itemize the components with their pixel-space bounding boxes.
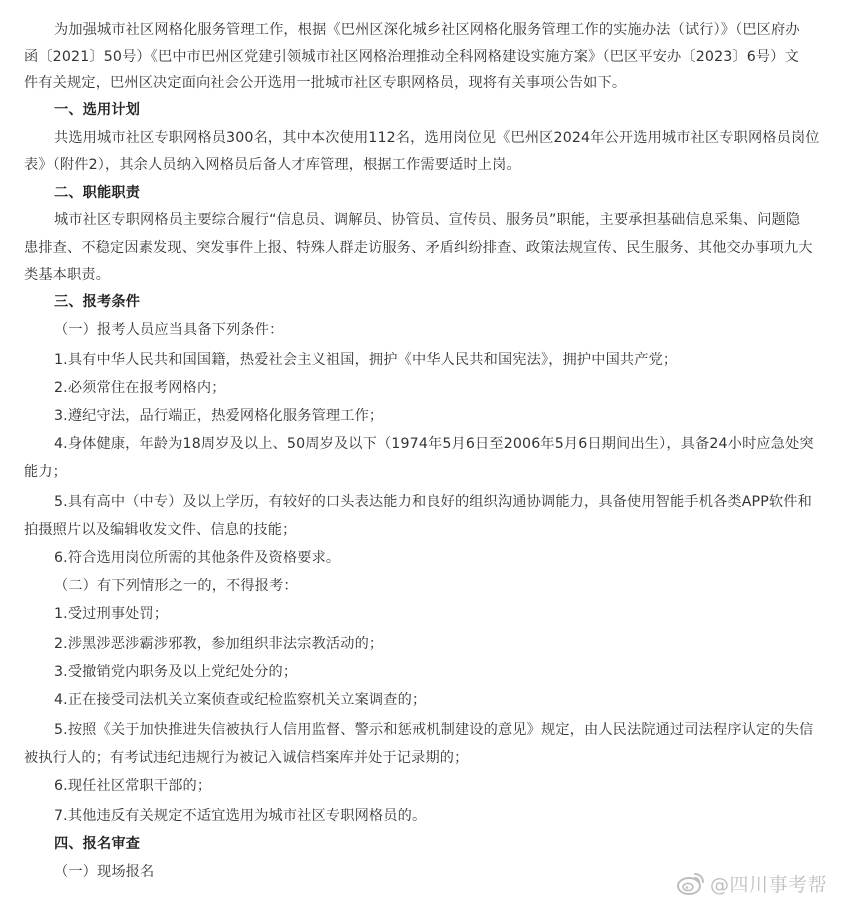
paragraph-line: 6.符合选用岗位所需的其他条件及资格要求。 [54,550,341,566]
section-heading: 四、报名审查 [54,836,141,852]
section-heading: 一、选用计划 [54,102,141,118]
paragraph-line: 类基本职责。 [24,267,111,283]
paragraph-line: 1.受过刑事处罚； [54,606,169,622]
paragraph-line: 1.具有中华人民共和国国籍，热爱社会主义祖国，拥护《中华人民共和国宪法》，拥护中国共产党； [54,352,678,368]
paragraph-line: （二）有下列情形之一的，不得报考： [54,578,298,594]
paragraph-line: 拍摄照片以及编辑收发文件、信息的技能； [24,522,297,538]
weibo-icon [676,870,706,896]
paragraph-line: 城市社区专职网格员主要综合履行“信息员、调解员、协管员、宣传员、服务员”职能，主要承担基础信息采集、问题隐 [54,212,801,228]
paragraph-line: 3.遵纪守法，品行端正，热爱网格化服务管理工作； [54,408,384,424]
paragraph-line: 3.受撤销党内职务及以上党纪处分的； [54,664,298,680]
watermark [676,868,827,898]
paragraph-line: 4.身体健康，年龄为18周岁及以上、50周岁及以下（1974年5月6日至2006年5月6日期间出生），具备24小时应急处突 [54,436,814,452]
section-heading: 三、报考条件 [54,294,141,310]
paragraph-line: 4.正在接受司法机关立案侦查或纪检监察机关立案调查的； [54,692,427,708]
paragraph-line: （一）现场报名 [54,864,155,880]
paragraph-line: 6.现任社区常职干部的； [54,778,212,794]
paragraph-line: 为加强城市社区网格化服务管理工作，根据《巴州区深化城乡社区网格化服务管理工作的实施办法（试行）》（巴区府办 [54,22,800,38]
paragraph-line: 患排查、不稳定因素发现、突发事件上报、特殊人群走访服务、矛盾纠纷排查、政策法规宣传、民生服务、其他交办事项九大 [24,240,813,256]
paragraph-line: 5.按照《关于加快推进失信被执行人信用监督、警示和惩戒机制建设的意见》规定，由人民法院通过司法程序认定的失信 [54,722,814,738]
paragraph-line: 2.必须常住在报考网格内； [54,380,226,396]
paragraph-line: 5.具有高中（中专）及以上学历，有较好的口头表达能力和良好的组织沟通协调能力，具备使用智能手机各类APP软件和 [54,494,812,510]
paragraph-line: 共选用城市社区专职网格员300名，其中本次使用112名，选用岗位见《巴州区2024年公开选用城市社区专职网格员岗位 [54,130,820,146]
paragraph-line: （一）报考人员应当具备下列条件： [54,322,284,338]
paragraph-line: 2.涉黑涉恶涉霸涉邪教，参加组织非法宗教活动的； [54,636,384,652]
paragraph-line: 被执行人的；有考试违纪违规行为被记入诚信档案库并处于记录期的； [24,750,469,766]
paragraph-line: 表》（附件2），其余人员纳入网格员后备人才库管理，根据工作需要适时上岗。 [24,157,521,173]
paragraph-line: 能力； [24,464,68,480]
paragraph-line: 件有关规定，巴州区决定面向社会公开选用一批城市社区专职网格员，现将有关事项公告如下。 [24,75,627,91]
paragraph-line: 7.其他违反有关规定不适宜选用为城市社区专职网格员的。 [54,808,427,824]
watermark-text: @四川事考帮 [710,873,828,896]
paragraph-line: 函〔2021〕50号）《巴中市巴州区党建引领城市社区网格治理推动全科网格建设实施方案》（巴区平安办〔2023〕6号）文 [24,49,799,65]
section-heading: 二、职能职责 [54,185,141,201]
